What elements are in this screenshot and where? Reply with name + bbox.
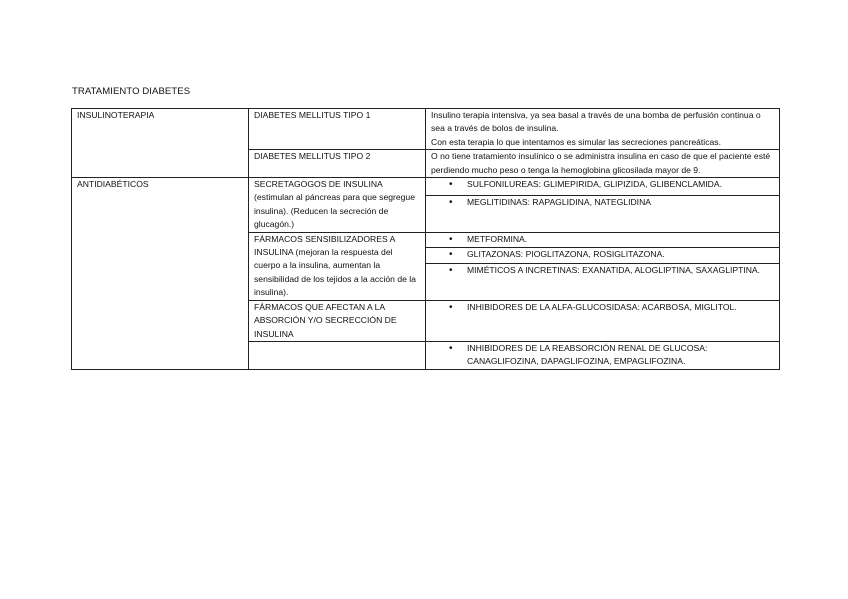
subcategory-cell-sensitizers: FÁRMACOS SENSIBILIZADORES A INSULINA (mejoran la respuesta del cuerpo a la insulina, aumentan la sensibilidad de los tejidos a la acción de la insulina). — [249, 232, 426, 300]
drug-cell — [426, 248, 780, 264]
drug-list-item: • INHIBIDORES DE LA ALFA-GLUCOSIDASA: ACARBOSA, MIGLITOL. — [467, 301, 774, 314]
description-cell-type1 — [426, 109, 780, 150]
drug-cell — [426, 178, 780, 196]
drug-list-item: • GLITAZONAS: PIOGLITAZONA, ROSIGLITAZONA. — [467, 248, 774, 261]
drug-list-item: • INHIBIDORES DE LA REABSORCIÓN RENAL DE GLUCOSA: CANAGLIFOZINA, DAPAGLIFOZINA, EMPAGLIFOZINA. — [467, 342, 774, 369]
drug-list-item: • METFORMINA. — [467, 233, 774, 246]
category-cell-insulin: INSULINOTERAPIA — [72, 109, 249, 178]
drug-cell — [426, 300, 780, 341]
empty-cell — [249, 341, 426, 369]
subcategory-cell-type1: DIABETES MELLITUS TIPO 1 — [249, 109, 426, 150]
subcategory-cell-type2: DIABETES MELLITUS TIPO 2 — [249, 150, 426, 178]
drug-list-item: • SULFONILUREAS: GLIMEPIRIDA, GLIPIZIDA, GLIBENCLAMIDA. — [467, 178, 774, 191]
drug-cell — [426, 263, 780, 300]
type1-text-2: Con esta terapia lo que intentamos es simular las secreciones pancreáticas. — [431, 136, 721, 147]
subcategory-cell-secretagogues: SECRETAGOGOS DE INSULINA (estimulan al páncreas para que segregue insulina). (Reducen la secreción de glucagón.) — [249, 178, 426, 233]
drug-cell — [426, 341, 780, 369]
subcategory-cell-absorption: FÁRMACOS QUE AFECTAN A LA ABSORCIÓN Y/O SECRECCIÓN DE INSULINA — [249, 300, 426, 341]
drug-list-item: • MEGLITIDINAS: RAPAGLIDINA, NATEGLIDINA — [467, 196, 774, 209]
table-row — [72, 178, 780, 196]
table-row — [72, 109, 780, 150]
drug-cell — [426, 232, 780, 248]
drug-cell — [426, 195, 780, 232]
description-cell-type2: O no tiene tratamiento insulínico o se administra insulina en caso de que el paciente esté perdiendo mucho peso o tenga la hemoglobina glicosilada mayor de 9. — [426, 150, 780, 178]
type1-text-1: Insulino terapia intensiva, ya sea basal a través de una bomba de perfusión continua o sea a través de bolos de insulina. — [431, 110, 761, 134]
drug-list-item: • MIMÉTICOS A INCRETINAS: EXANATIDA, ALOGLIPTINA, SAXAGLIPTINA. — [467, 264, 774, 277]
category-cell-antidiabetics: ANTIDIABÉTICOS — [72, 178, 249, 370]
document-title: TRATAMIENTO DIABETES — [72, 86, 191, 97]
treatment-table — [71, 108, 780, 370]
